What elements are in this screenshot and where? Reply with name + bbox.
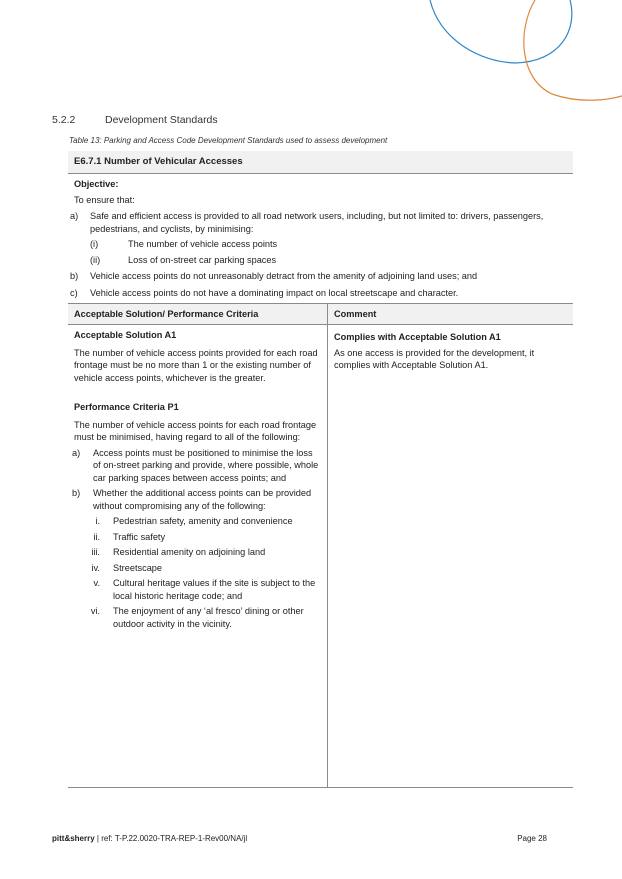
criteria-item — [74, 487, 322, 512]
section-heading — [52, 114, 218, 126]
blue-arc — [430, 0, 572, 63]
criteria-text: Whether the additional access points can be provided without compromising any of the following: — [93, 488, 312, 511]
acceptable-solution-text: The number of vehicle access points provided for each road frontage must be no more than 1 or the existing number of vehicle access points, whichever is the greater. — [74, 347, 318, 383]
sub-text: The number of vehicle access points — [128, 239, 278, 249]
criteria-table — [68, 303, 573, 788]
roman-marker: ii. — [93, 531, 100, 542]
table-header-row — [68, 303, 573, 325]
roman-text: The enjoyment of any ‘al fresco’ dining or other outdoor activity in the vicinity. — [113, 606, 304, 629]
roman-marker: vi. — [90, 606, 100, 616]
roman-text: Streetscape — [113, 562, 163, 573]
comment-text: As one access is provided for the development, it complies with Acceptable Solution A1. — [334, 347, 535, 370]
table-caption: Table 13: Parking and Access Code Development Standards used to assess development — [69, 136, 388, 145]
comment-title: Complies with Acceptable Solution A1 — [334, 332, 501, 342]
performance-criteria-title: Performance Criteria P1 — [74, 402, 179, 412]
criteria-sub-item — [74, 605, 322, 630]
comment-column — [334, 331, 568, 372]
criteria-sub-item — [74, 577, 322, 602]
roman-text: Pedestrian safety, amenity and convenience — [113, 516, 293, 526]
roman-marker: v. — [93, 578, 100, 588]
footer-reference: | ref: T-P.22.0020-TRA-REP-1-Rev00/NA/jl — [94, 834, 248, 843]
objective-block — [68, 178, 573, 299]
standard-title: E6.7.1 Number of Vehicular Accesses — [74, 156, 243, 167]
objective-intro: To ensure that: — [74, 194, 135, 205]
criteria-marker: a) — [72, 447, 81, 458]
column-divider — [327, 303, 328, 788]
objective-sub-item — [68, 238, 573, 251]
standard-header — [68, 151, 573, 174]
objective-text: Safe and efficient access is provided to all road network users, including, but not limited to: drivers, passengers, pedestrians, and cyclists, by minimising: — [90, 211, 544, 234]
criteria-sub-item — [74, 562, 322, 575]
roman-marker: iv. — [91, 562, 100, 573]
objective-text: Vehicle access points do not have a dominating impact on local streetscape and character. — [90, 287, 459, 298]
page-number: Page 28 — [517, 834, 547, 843]
criteria-column — [74, 329, 322, 630]
section-number: 5.2.2 — [52, 114, 76, 126]
criteria-sub-item — [74, 515, 322, 528]
footer-brand: pitt&sherry — [52, 834, 95, 843]
orange-arc — [524, 0, 622, 100]
roman-marker: iii. — [91, 547, 100, 557]
objective-item — [68, 287, 573, 300]
criteria-sub-item — [74, 531, 322, 544]
page-footer — [52, 834, 547, 843]
decorative-arcs — [0, 0, 622, 110]
objective-item — [68, 210, 573, 235]
header-criteria: Acceptable Solution/ Performance Criteria — [74, 309, 259, 319]
sub-marker: (i) — [90, 239, 99, 249]
performance-criteria-text: The number of vehicle access points for each road frontage must be minimised, having regard to all of the following: — [74, 419, 317, 442]
objective-marker: c) — [70, 287, 78, 298]
objective-label: Objective: — [74, 179, 119, 189]
roman-text: Cultural heritage values if the site is subject to the local historic heritage code; and — [113, 578, 316, 601]
sub-marker: (ii) — [90, 254, 101, 265]
objective-item — [68, 270, 573, 283]
section-title: Development Standards — [105, 114, 218, 126]
sub-text: Loss of on-street car parking spaces — [128, 254, 277, 265]
header-comment: Comment — [334, 309, 377, 319]
acceptable-solution-title: Acceptable Solution A1 — [74, 330, 177, 340]
criteria-marker: b) — [72, 488, 81, 498]
roman-text: Residential amenity on adjoining land — [113, 547, 266, 557]
objective-sub-item — [68, 254, 573, 267]
roman-marker: i. — [95, 516, 100, 526]
objective-marker: a) — [70, 211, 79, 221]
table-bottom-rule — [68, 787, 573, 788]
objective-text: Vehicle access points do not unreasonably detract from the amenity of adjoining land uses; and — [90, 271, 478, 281]
criteria-sub-item — [74, 546, 322, 559]
objective-marker: b) — [70, 271, 79, 281]
roman-text: Traffic safety — [113, 531, 166, 542]
criteria-text: Access points must be positioned to minimise the loss of on-street parking and provide, where possible, whole car parking spaces between access points; and — [93, 447, 319, 483]
criteria-item — [74, 447, 322, 485]
